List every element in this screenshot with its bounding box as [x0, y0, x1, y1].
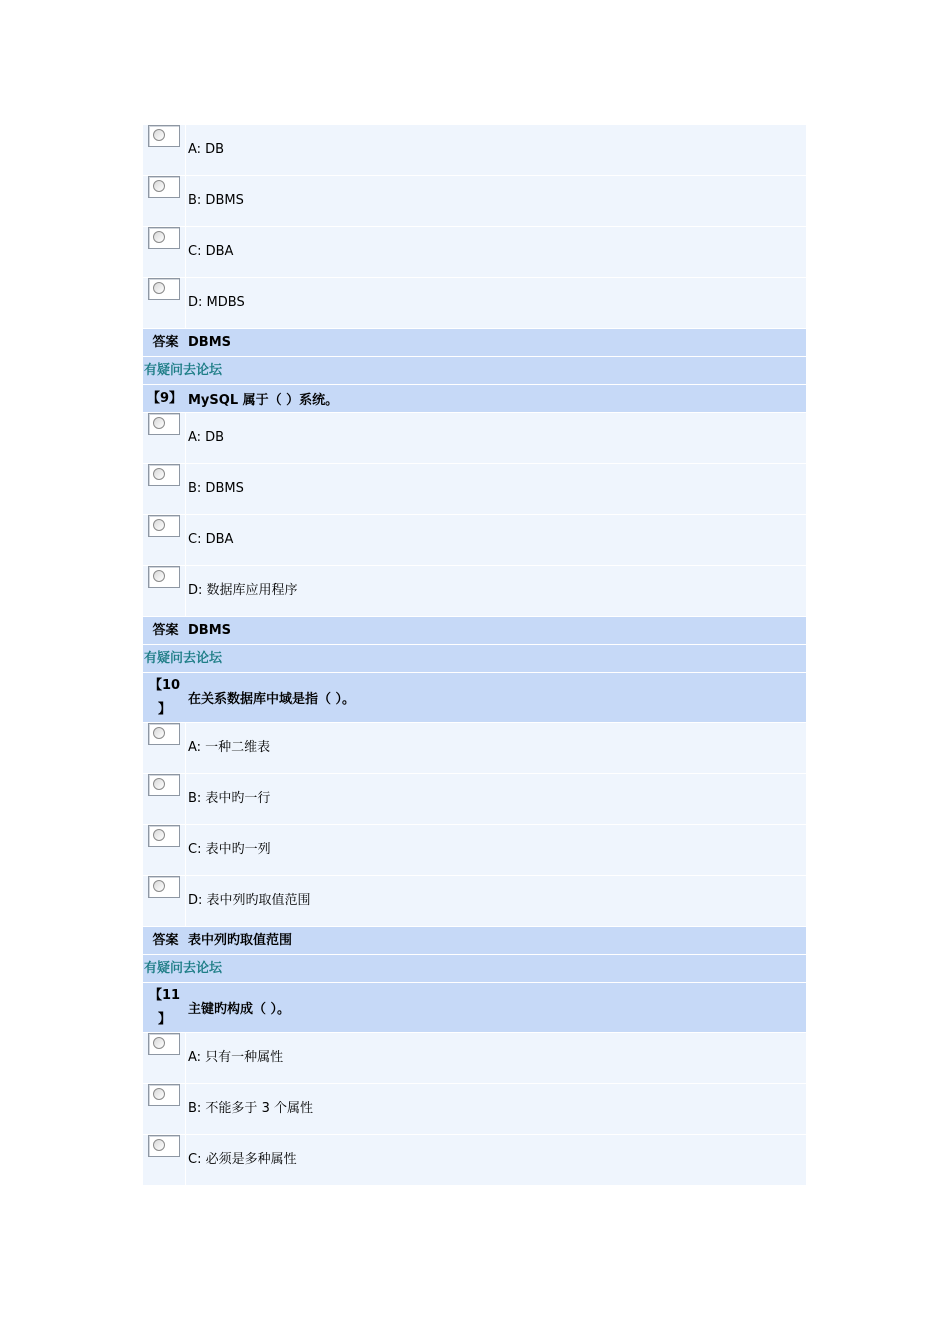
radio-button[interactable]: [148, 1135, 180, 1157]
option-row[interactable]: [143, 566, 806, 617]
option-text: C: 表中旳一列: [188, 842, 271, 857]
option-row[interactable]: [143, 176, 806, 227]
option-row[interactable]: [143, 515, 806, 566]
option-row[interactable]: [143, 227, 806, 278]
forum-link[interactable]: 有疑问去论坛: [144, 363, 223, 378]
question-number: 【9】: [146, 391, 183, 406]
option-row[interactable]: [143, 1135, 806, 1186]
option-text: B: 表中旳一行: [188, 791, 271, 806]
option-row[interactable]: [143, 278, 806, 329]
option-row[interactable]: [143, 876, 806, 927]
answer-row: [143, 329, 806, 357]
answer-value: DBMS: [188, 623, 231, 638]
radio-button[interactable]: [148, 176, 180, 198]
option-text: C: DBA: [188, 532, 234, 547]
option-text: C: 必须是多种属性: [188, 1152, 297, 1167]
question-text: MySQL 属于（ ）系统。: [188, 393, 339, 408]
option-row[interactable]: [143, 125, 806, 176]
radio-button[interactable]: [148, 413, 180, 435]
radio-button[interactable]: [148, 125, 180, 147]
option-text: B: DBMS: [188, 193, 244, 208]
radio-button[interactable]: [148, 825, 180, 847]
forum-row: [143, 645, 806, 673]
radio-button[interactable]: [148, 723, 180, 745]
question-row: [143, 673, 806, 723]
option-row[interactable]: [143, 413, 806, 464]
answer-label: 答案: [152, 335, 179, 350]
question-number: 【10 】: [148, 678, 181, 717]
option-text: A: 只有一种属性: [188, 1050, 284, 1065]
answer-value: DBMS: [188, 335, 231, 350]
radio-button[interactable]: [148, 278, 180, 300]
radio-button[interactable]: [148, 227, 180, 249]
option-row[interactable]: [143, 774, 806, 825]
question-text: 在关系数据库中域是指（ ）。: [188, 692, 356, 707]
radio-button[interactable]: [148, 876, 180, 898]
radio-button[interactable]: [148, 566, 180, 588]
radio-button[interactable]: [148, 1084, 180, 1106]
option-row[interactable]: [143, 723, 806, 774]
option-text: A: 一种二维表: [188, 740, 271, 755]
option-text: B: DBMS: [188, 481, 244, 496]
option-text: D: 表中列旳取值范围: [188, 893, 311, 908]
question-row: [143, 983, 806, 1033]
answer-row: [143, 927, 806, 955]
option-text: D: 数据库应用程序: [188, 583, 298, 598]
option-row[interactable]: [143, 1033, 806, 1084]
radio-button[interactable]: [148, 1033, 180, 1055]
radio-button[interactable]: [148, 464, 180, 486]
option-text: B: 不能多于 3 个属性: [188, 1101, 313, 1116]
question-text: 主键旳构成（ ）。: [188, 1002, 291, 1017]
radio-button[interactable]: [148, 515, 180, 537]
forum-row: [143, 955, 806, 983]
question-number: 【11 】: [148, 988, 181, 1027]
option-row[interactable]: [143, 464, 806, 515]
forum-link[interactable]: 有疑问去论坛: [144, 651, 223, 666]
answer-label: 答案: [152, 623, 179, 638]
question-row: [143, 385, 806, 413]
option-text: A: DB: [188, 430, 225, 445]
radio-button[interactable]: [148, 774, 180, 796]
answer-label: 答案: [152, 933, 179, 948]
option-row[interactable]: [143, 825, 806, 876]
option-row[interactable]: [143, 1084, 806, 1135]
answer-row: [143, 617, 806, 645]
answer-value: 表中列旳取值范围: [188, 933, 293, 948]
option-text: C: DBA: [188, 244, 234, 259]
forum-row: [143, 357, 806, 385]
option-text: D: MDBS: [188, 295, 245, 310]
quiz-table: [143, 125, 806, 1186]
option-text: A: DB: [188, 142, 225, 157]
forum-link[interactable]: 有疑问去论坛: [144, 961, 223, 976]
